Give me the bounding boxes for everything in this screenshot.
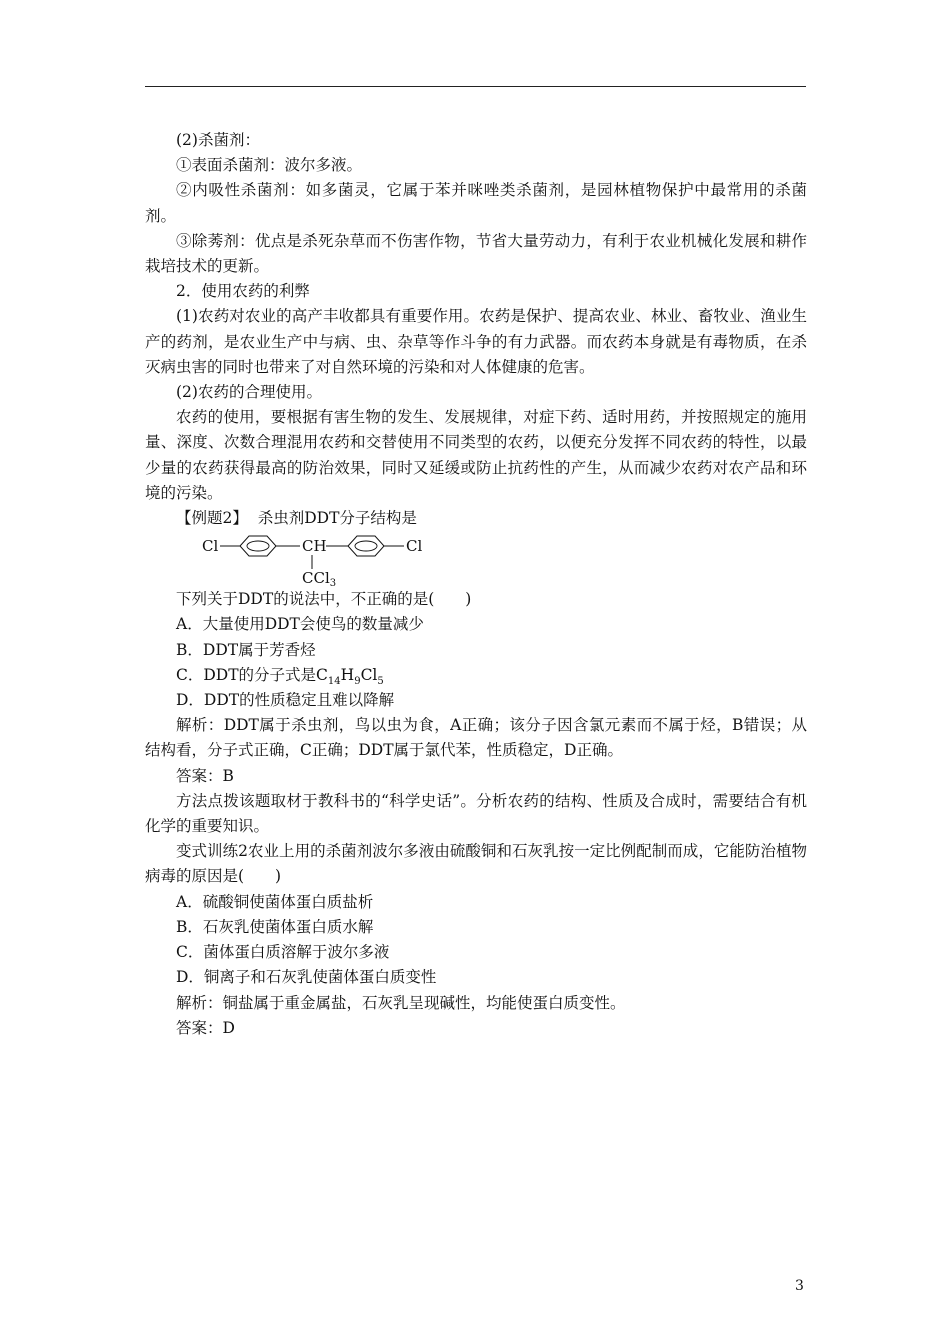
example-stem: 杀虫剂DDT分子结构是	[257, 509, 417, 528]
sub-9: 9	[354, 675, 361, 687]
sub-14: 14	[327, 675, 341, 687]
option-d: D．DDT的性质稳定且难以降解	[176, 691, 395, 710]
example-answer: 答案：B	[176, 766, 234, 785]
cl-symbol: Cl	[360, 665, 378, 684]
section-heading: 2．使用农药的利弊	[176, 282, 310, 301]
example-label: 【例题2】	[176, 509, 248, 528]
variant-option-c: C．菌体蛋白质溶解于波尔多液	[176, 943, 390, 962]
paragraph: 农药的使用，要根据有害生物的发生、发展规律，对症下药、适时用药，并按照规定的施用量、深度、次数合理混用农药和交替使用不同类型的农药，以便充分发挥不同农药的特性，以最少量的农药获得最高的防治效果，同时又延缓或防止抗药性的产生，从而减少农药对农产品和环境的污染。	[145, 408, 807, 502]
paragraph: ①表面杀菌剂：波尔多液。	[176, 156, 363, 175]
formula-center-ch: CH	[302, 537, 327, 556]
formula-ccl: CCl	[302, 569, 330, 588]
h-symbol: H	[340, 665, 355, 684]
paragraph: ③除莠剂：优点是杀死杂草而不伤害作物，节省大量劳动力，有利于农业机械化发展和耕作栽培技术的更新。	[145, 231, 807, 276]
formula-ccl-sub: 3	[329, 578, 337, 590]
example-heading	[145, 506, 807, 531]
paragraph: ②内吸性杀菌剂：如多菌灵，它属于苯并咪唑类杀菌剂，是园林植物保护中最常用的杀菌剂。	[145, 181, 807, 225]
variant-option-b: B．石灰乳使菌体蛋白质水解	[176, 917, 374, 936]
example-question: 下列关于DDT的说法中，不正确的是( )	[176, 590, 472, 609]
page-number: 3	[795, 1278, 804, 1294]
option-b: B．DDT属于芳香烃	[176, 640, 316, 659]
option-c	[145, 663, 807, 688]
method-note: 方法点拨该题取材于教科书的“科学史话”。分析农药的结构、性质及合成时，需要结合有机化学的重要知识。	[145, 791, 807, 836]
header-rule	[145, 86, 806, 87]
paragraph: (1)农药对农业的高产丰收都具有重要作用。农药是保护、提高农业、林业、畜牧业、渔业生产的药剂，是农业生产中与病、虫、杂草等作斗争的有力武器。而农药本身就是有毒物质，在杀灭病虫害的同时也带来了对自然环境的污染和对人体健康的危害。	[145, 307, 807, 376]
variant-option-a: A．硫酸铜使菌体蛋白质盐析	[176, 892, 374, 911]
ddt-structure	[145, 531, 807, 590]
document-body	[145, 128, 807, 1041]
example-analysis: 解析：DDT属于杀虫剂，鸟以虫为食，A正确；该分子因含氯元素而不属于烃，B错误；从结构看，分子式正确，C正确；DDT属于氯代苯，性质稳定，D正确。	[145, 716, 807, 760]
benzene-ring-right	[348, 536, 384, 556]
paragraph: (2)农药的合理使用。	[176, 383, 322, 402]
variant-answer: 答案：D	[176, 1018, 235, 1037]
variant-option-d: D．铜离子和石灰乳使菌体蛋白质变性	[176, 968, 437, 987]
formula-ccl3	[302, 569, 336, 589]
formula-left-cl: Cl	[202, 537, 219, 556]
variant-analysis: 解析：铜盐属于重金属盐，石灰乳呈现碱性，均能使蛋白质变性。	[176, 993, 626, 1012]
ddt-structure-diagram	[200, 533, 440, 590]
option-c-text: C．DDT的分子式是C	[176, 665, 328, 684]
sub-5: 5	[377, 675, 384, 687]
option-a: A．大量使用DDT会使鸟的数量减少	[176, 615, 424, 634]
benzene-ring-left	[240, 536, 276, 556]
variant-stem: 变式训练2农业上用的杀菌剂波尔多液由硫酸铜和石灰乳按一定比例配制而成，它能防治植物病毒的原因是( )	[145, 842, 807, 886]
paragraph: (2)杀菌剂：	[176, 131, 260, 149]
formula-right-cl: Cl	[406, 537, 423, 556]
